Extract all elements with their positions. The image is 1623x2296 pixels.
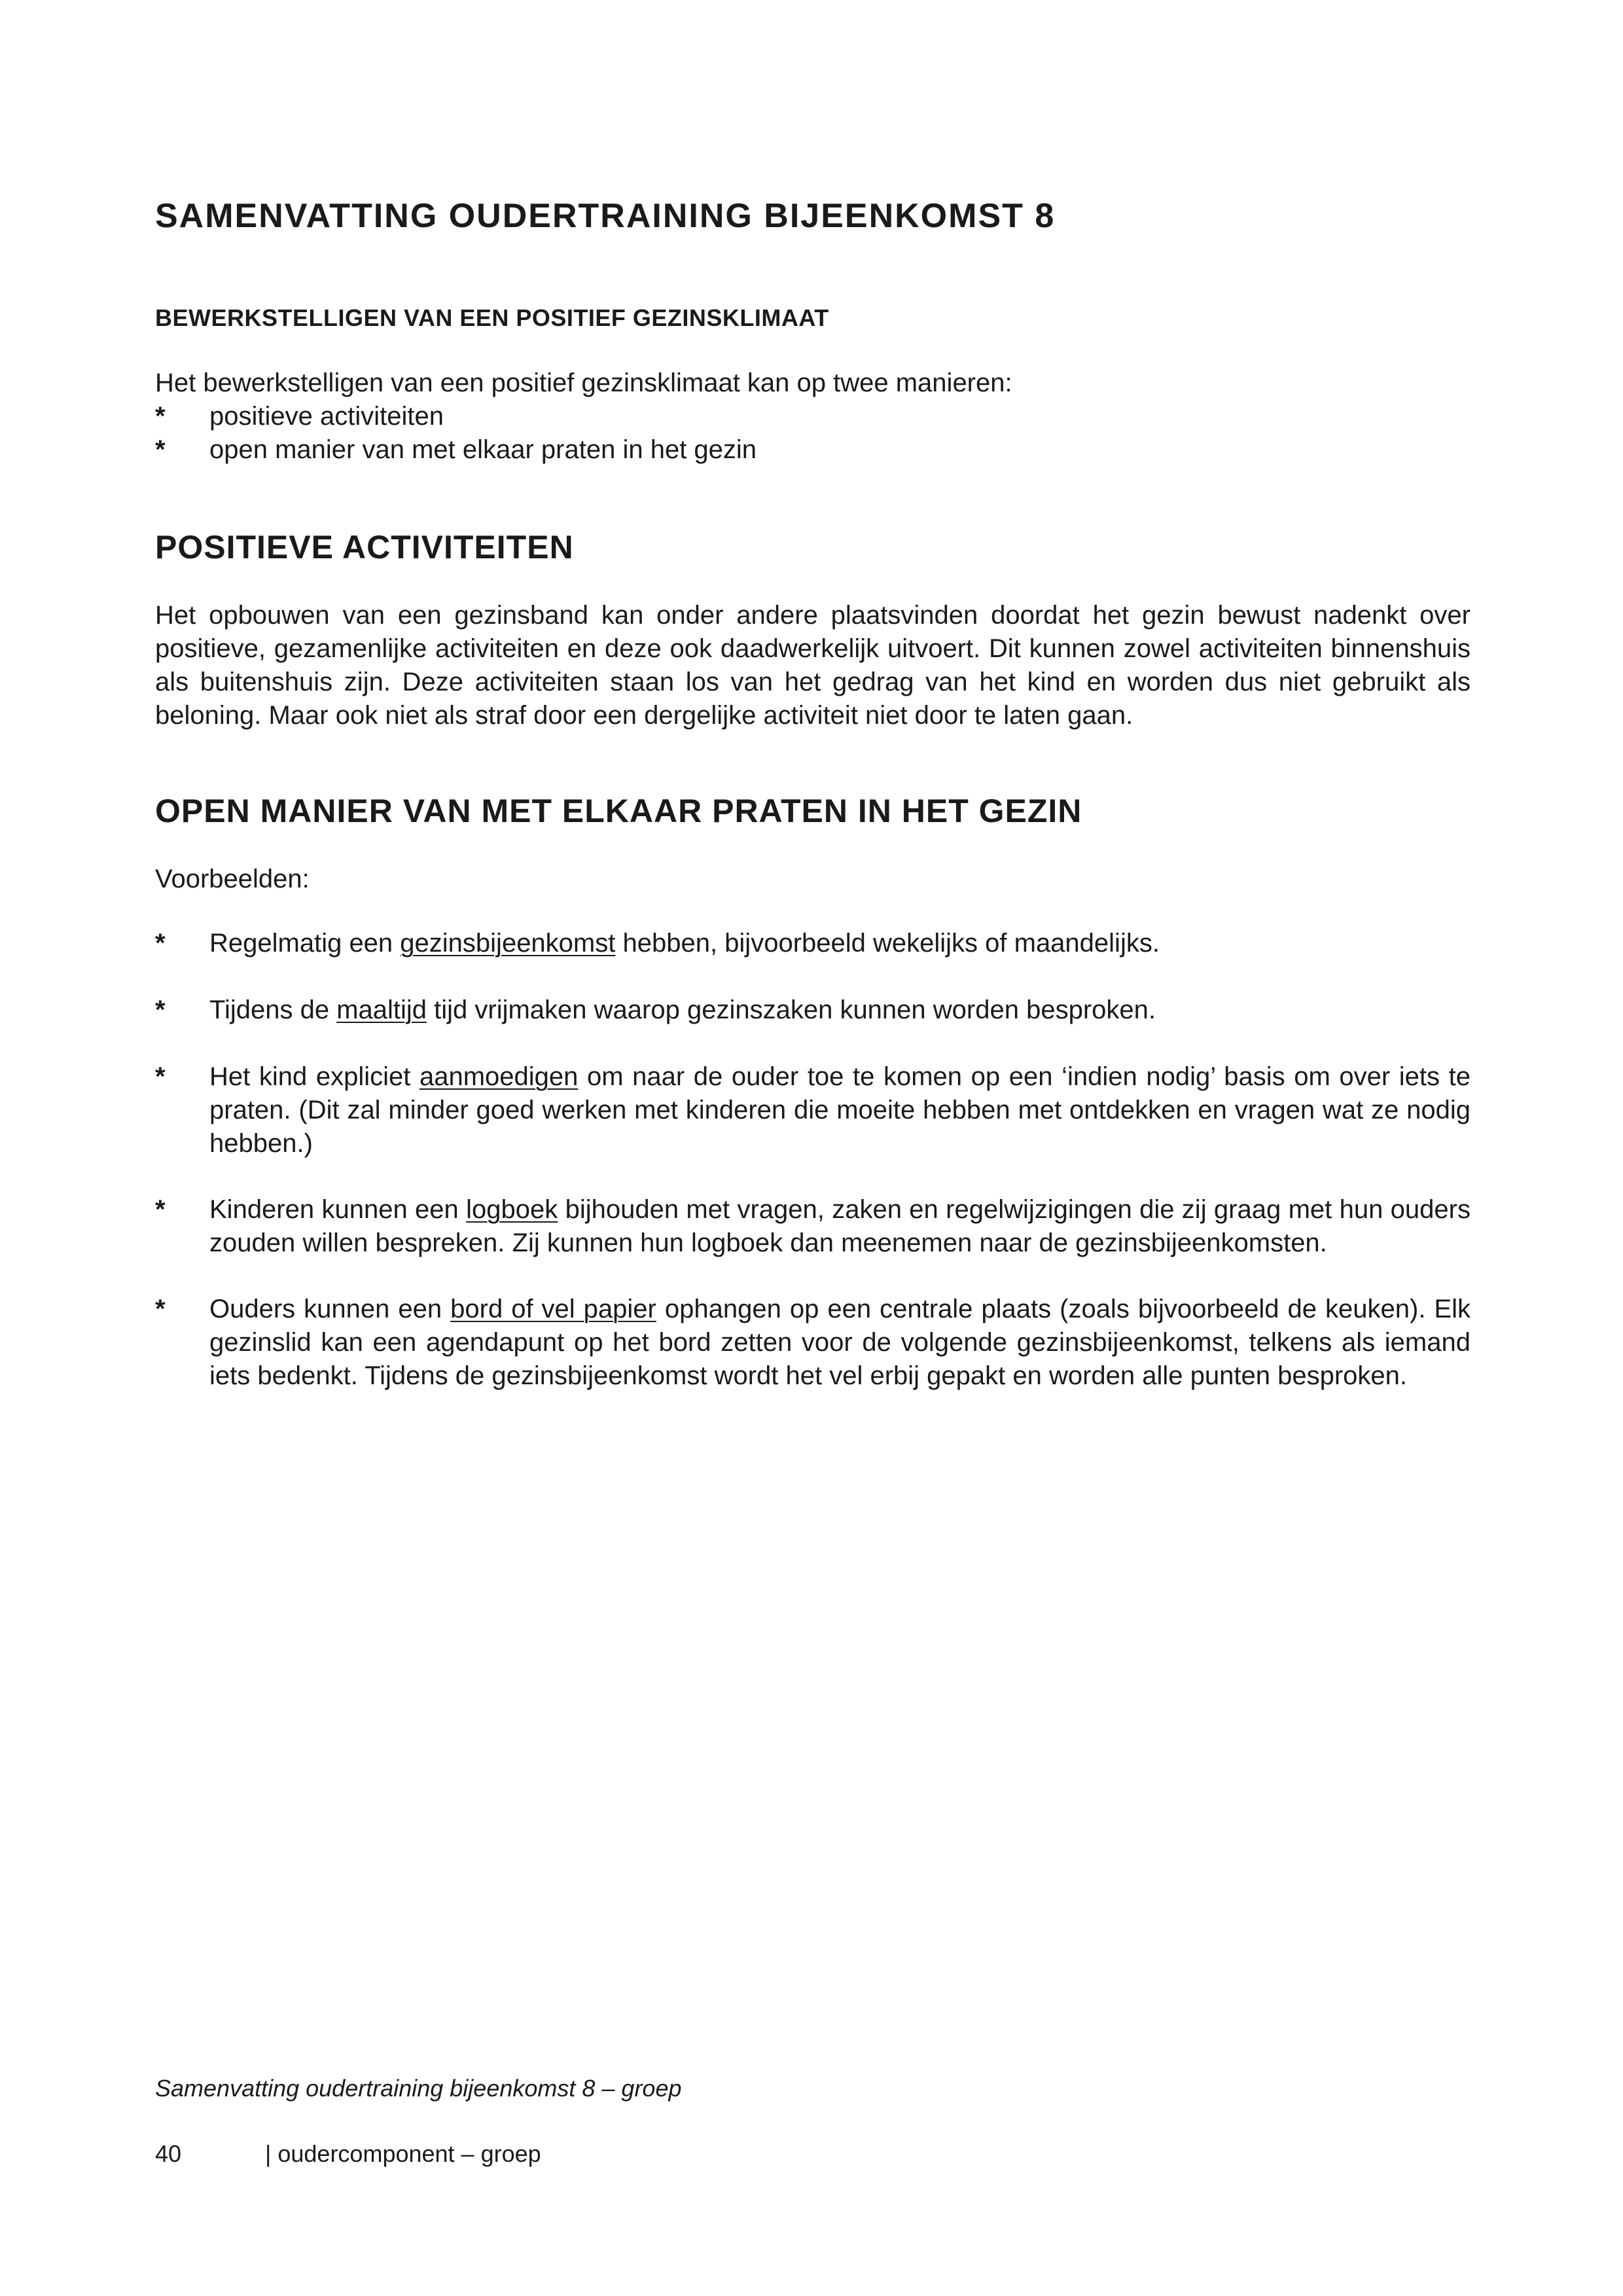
example-list-item xyxy=(155,994,1471,1027)
bullet-asterisk: * xyxy=(155,1295,166,1323)
footer-section-label: | oudercomponent – groep xyxy=(265,2140,541,2167)
example-list-item xyxy=(155,927,1471,960)
section-heading-positieve-activiteiten: POSITIEVE ACTIVITEITEN xyxy=(155,529,574,565)
bullet-asterisk: * xyxy=(155,435,166,464)
intro-list-item-text: open manier van met elkaar praten in het gezin xyxy=(209,435,757,464)
page-title: SAMENVATTING OUDERTRAINING BIJEENKOMST 8 xyxy=(155,197,1056,235)
underlined-term: gezinsbijeenkomst xyxy=(400,929,616,958)
example-text: Tijdens de maaltijd tijd vrijmaken waarop gezinszaken kunnen worden besproken. xyxy=(209,996,1156,1024)
example-list-item xyxy=(155,1193,1471,1260)
intro-list-item xyxy=(155,400,1471,433)
bullet-asterisk: * xyxy=(155,929,166,958)
section-heading-open-manier: OPEN MANIER VAN MET ELKAAR PRATEN IN HET GEZIN xyxy=(155,793,1082,829)
intro-list-item xyxy=(155,433,1471,467)
underlined-term: logboek xyxy=(466,1195,558,1224)
bullet-asterisk: * xyxy=(155,1195,166,1224)
underlined-term: maaltijd xyxy=(336,996,427,1024)
example-list-item xyxy=(155,1293,1471,1393)
page-subtitle: BEWERKSTELLIGEN VAN EEN POSITIEF GEZINSKLIMAAT xyxy=(155,304,829,331)
bullet-asterisk: * xyxy=(155,1062,166,1091)
intro-list-item-text: positieve activiteiten xyxy=(209,402,444,431)
example-text: Regelmatig een gezinsbijeenkomst hebben, bijvoorbeeld wekelijks of maandelijks. xyxy=(209,929,1160,958)
page-number: 40 xyxy=(155,2140,182,2167)
underlined-term: aanmoedigen xyxy=(419,1062,579,1091)
bullet-asterisk: * xyxy=(155,402,166,431)
example-text: Kinderen kunnen een logboek bijhouden met vragen, zaken en regelwijzigingen die zij graag met hun ouders zouden willen bespreken. Zij kunnen hun logboek dan meenemen naar de gezinsbijeenkomsten. xyxy=(209,1195,1471,1257)
footer-document-title: Samenvatting oudertraining bijeenkomst 8 – groep xyxy=(155,2075,682,2102)
document-page xyxy=(155,0,1471,2296)
example-text: Ouders kunnen een bord of vel papier ophangen op een centrale plaats (zoals bijvoorbeeld de keuken). Elk gezinslid kan een agendapunt op het bord zetten voor de volgende gezinsbijeenkomst, telkens als iemand iets bedenkt. Tijdens de gezinsbijeenkomst wordt het vel erbij gepakt en worden alle punten besproken. xyxy=(209,1295,1471,1390)
intro-text: Het bewerkstelligen van een positief gezinsklimaat kan op twee manieren: xyxy=(155,368,1012,397)
section-paragraph: Het opbouwen van een gezinsband kan onder andere plaatsvinden doordat het gezin bewust nadenkt over positieve, gezamenlijke activiteiten en deze ook daadwerkelijk uitvoert. Dit kunnen zowel activiteiten binnenshuis als buitenshuis zijn. Deze activiteiten staan los van het gedrag van het kind en worden dus niet gebruikt als beloning. Maar ook niet als straf door een dergelijke activiteit niet door te laten gaan. xyxy=(155,601,1471,730)
example-text: Het kind expliciet aanmoedigen om naar de ouder toe te komen op een ‘indien nodig’ basis om over iets te praten. (Dit zal minder goed werken met kinderen die moeite hebben met ontdekken en vragen wat ze nodig hebben.) xyxy=(209,1062,1471,1158)
underlined-term: bord of vel papier xyxy=(450,1295,656,1323)
example-list-item xyxy=(155,1060,1471,1160)
examples-intro: Voorbeelden: xyxy=(155,865,310,893)
bullet-asterisk: * xyxy=(155,996,166,1024)
